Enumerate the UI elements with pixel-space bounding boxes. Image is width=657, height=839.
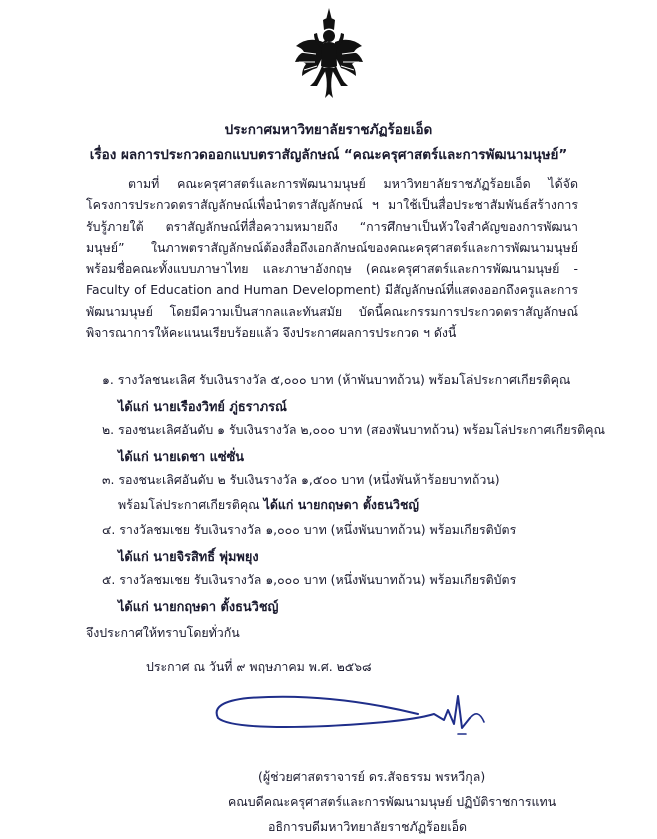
announcement-subject: เรื่อง ผลการประกวดออกแบบตราสัญลักษณ์ “คณะครุศาสตร์และการพัฒนามนุษย์” <box>89 147 568 163</box>
award-line-1: ๑. รางวัลชนะเลิศ รับเงินรางวัล ๕,๐๐๐ บาท (ห้าพันบาทถ้วน) พร้อมโล่ประกาศเกียรติคุณ <box>102 372 571 387</box>
award-winner-2: ได้แก่ นายเดชา แซ่ซั่น <box>118 450 245 465</box>
award-winner-1: ได้แก่ นายเรืองวิทย์ ภู่ธราภรณ์ <box>118 400 287 415</box>
announcement-date: ประกาศ ณ วันที่ ๙ พฤษภาคม พ.ศ. ๒๕๖๘ <box>146 659 372 674</box>
award-winner-3: ได้แก่ นายกฤษดา ตั้งธนวิชญ์ <box>263 497 419 512</box>
award-line-2: ๒. รองชนะเลิศอันดับ ๑ รับเงินรางวัล ๒,๐๐๐ บาท (สองพันบาทถ้วน) พร้อมโล่ประกาศเกียรติคุณ <box>102 422 605 437</box>
award-line-5: ๕. รางวัลชมเชย รับเงินรางวัล ๑,๐๐๐ บาท (หนึ่งพันบาทถ้วน) พร้อมเกียรติบัตร <box>102 572 517 587</box>
award-line-3: ๓. รองชนะเลิศอันดับ ๒ รับเงินรางวัล ๑,๕๐๐ บาท (หนึ่งพันห้าร้อยบาทถ้วน) <box>102 472 500 487</box>
award-3-extra: พร้อมโล่ประกาศเกียรติคุณ <box>118 497 260 512</box>
closing-statement: จึงประกาศให้ทราบโดยทั่วกัน <box>86 625 240 640</box>
signatory-office: อธิการบดีมหาวิทยาลัยราชภัฏร้อยเอ็ด <box>268 819 468 834</box>
signature-icon <box>208 688 498 750</box>
garuda-emblem-icon <box>290 6 368 102</box>
award-line-4: ๔. รางวัลชมเชย รับเงินรางวัล ๑,๐๐๐ บาท (หนึ่งพันบาทถ้วน) พร้อมเกียรติบัตร <box>102 522 517 537</box>
award-line-3-continuation <box>118 496 419 515</box>
signatory-name: (ผู้ช่วยศาสตราจารย์ ดร.สัจธรรม พรหวีกุล) <box>258 769 486 784</box>
announcement-body-paragraph: ตามที่ คณะครุศาสตร์และการพัฒนามนุษย์ มหาวิทยาลัยราชภัฏร้อยเอ็ด ได้จัดโครงการประกวดตราสัญลักษณ์เพื่อนำตราสัญลักษณ์ ฯ มาใช้เป็นสื่อประชาสัมพันธ์สร้างการรับรู้ภายใต้ ตราสัญลักษณ์ที่สื่อความหมายถึง “การศึกษาเป็นหัวใจสำคัญของการพัฒนามนุษย์” ในภาพตราสัญลักษณ์ต้องสื่อถึงเอกลักษณ์ของคณะครุศาสตร์และการพัฒนามนุษย์ พร้อมชื่อคณะทั้งแบบภาษาไทย และภาษาอังกฤษ (คณะครุศาสตร์และการพัฒนามนุษย์ - Faculty of Education and Human Development) มีสัญลักษณ์ที่แสดงออกถึงครูและการพัฒนามนุษย์ โดยมีความเป็นสากลและทันสมัย บัดนี้คณะกรรมการประกวดตราสัญลักษณ์พิจารณาการให้คะแนนเรียบร้อยแล้ว จึงประกาศผลการประกวด ฯ ดังนี้ <box>86 176 578 341</box>
announcement-title: ประกาศมหาวิทยาลัยราชภัฏร้อยเอ็ด <box>224 122 433 138</box>
award-winner-4: ได้แก่ นายจิรสิทธิ์ พุ่มพยุง <box>118 550 259 565</box>
signatory-position: คณบดีคณะครุศาสตร์และการพัฒนามนุษย์ ปฏิบัติราชการแทน <box>228 794 557 809</box>
award-winner-5: ได้แก่ นายกฤษดา ตั้งธนวิชญ์ <box>118 600 279 615</box>
